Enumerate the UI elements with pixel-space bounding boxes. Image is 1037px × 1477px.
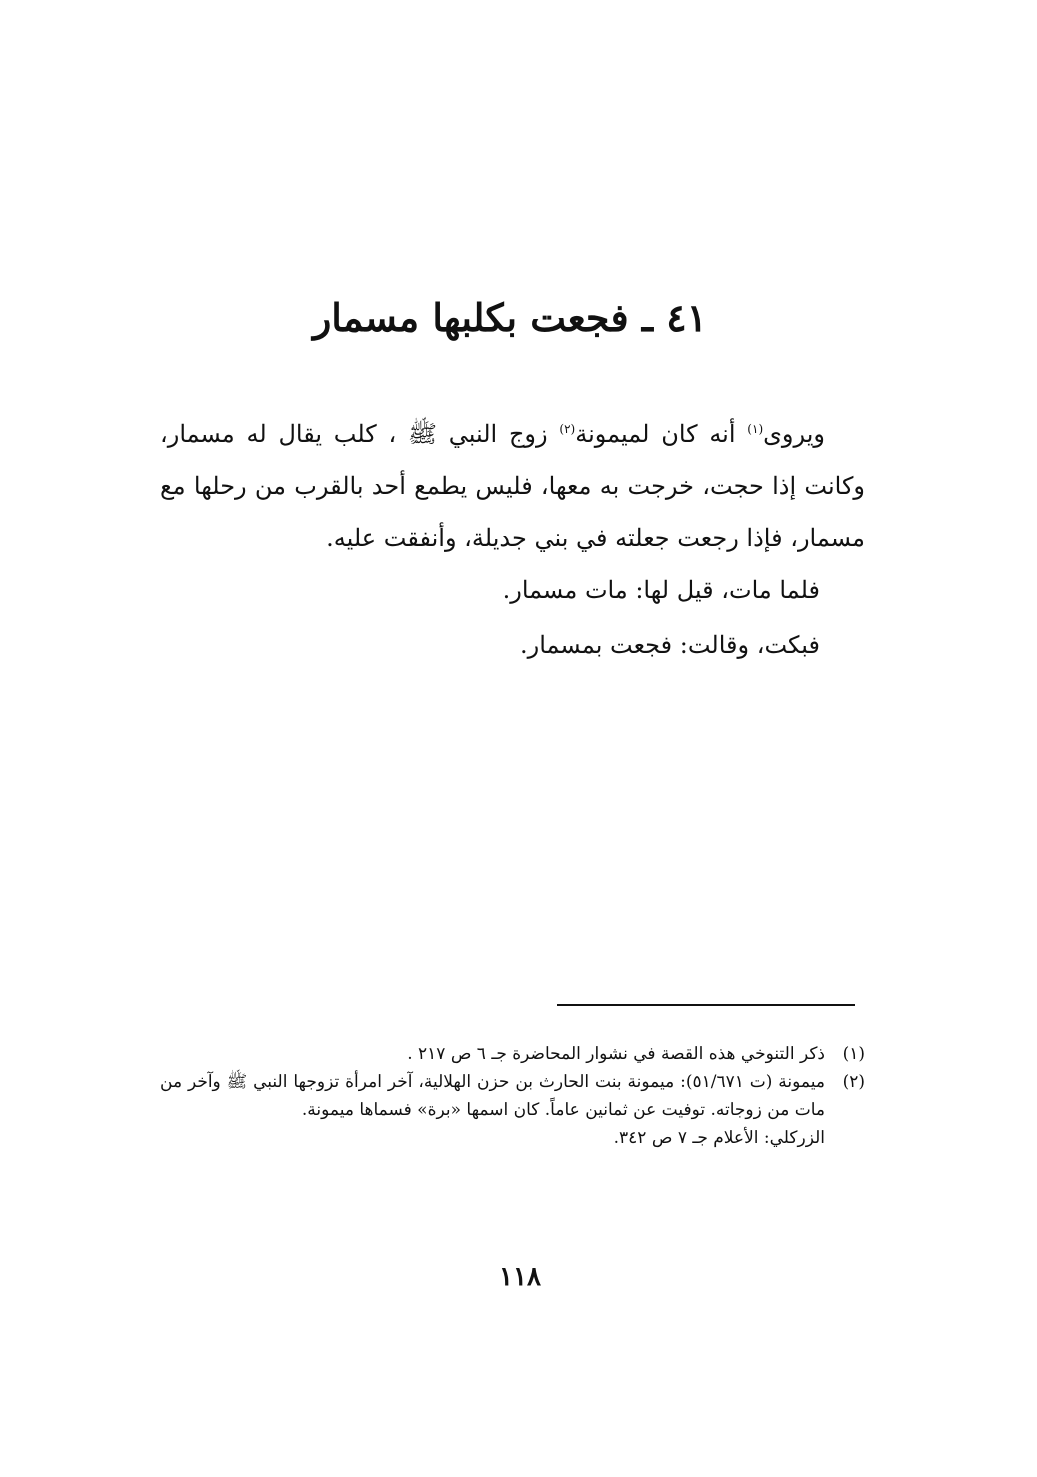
paragraph-story-intro: [160, 408, 865, 564]
footnote-reference-1[interactable]: (١): [747, 422, 764, 436]
footnotes: [160, 1040, 865, 1152]
footnote-2: [160, 1068, 865, 1152]
footnote-text: [160, 1040, 825, 1068]
footnote-citation: الزركلي: الأعلام جـ ٧ ص ٣٤٢.: [613, 1128, 825, 1148]
paragraph-death: فلما مات، قيل لها: مات مسمار.: [502, 576, 820, 604]
story-intro-text-2: أنه كان لميمونة: [575, 420, 748, 448]
main-text: [160, 408, 865, 671]
footnote-1: [160, 1040, 865, 1068]
story-intro-text-1: ويروى: [763, 420, 826, 448]
story-intro-text-3: زوج النبي ﷺ ، كلب يقال له مسمار، وكانت إذا حجت، خرجت به معها، فليس يطمع أحد بالقرب من رحلها مع مسمار، فإذا رجعت جعلته في بني جديلة، وأنفقت عليه.: [160, 420, 865, 552]
page-number: ١١٨: [499, 1262, 541, 1292]
footnote-text: [160, 1068, 825, 1152]
footnote-number: (١): [842, 1044, 865, 1064]
paragraph-mourning: فبكت، وقالت: فجعت بمسمار.: [520, 631, 820, 659]
footnote-divider: [557, 1004, 855, 1006]
footnote-line: ذكر التنوخي هذه القصة في نشوار المحاضرة جـ ٦ ص ٢١٧ .: [407, 1044, 825, 1064]
chapter-title: ٤١ ـ فجعت بكلبها مسمار: [312, 295, 708, 341]
footnote-line: ميمونة (ت ٥١/٦٧١): ميمونة بنت الحارث بن حزن الهلالية، آخر امرأة تزوجها النبي ﷺ وآخر من مات من زوجاته. توفيت عن ثمانين عاماً. كان اسمها «برة» فسماها ميمونة.: [160, 1072, 825, 1120]
footnote-number: (٢): [842, 1072, 865, 1092]
footnote-reference-2[interactable]: (٢): [559, 422, 576, 436]
